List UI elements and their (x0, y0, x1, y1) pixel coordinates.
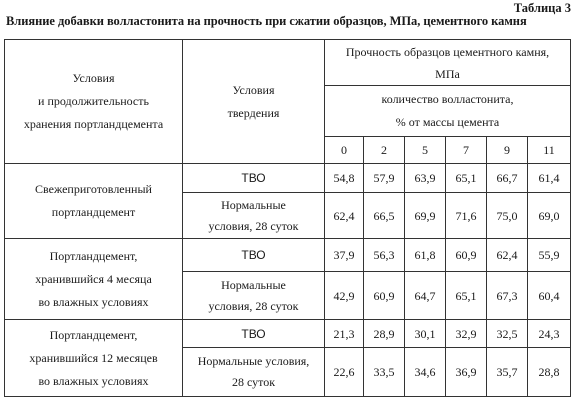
table-number: Таблица 3 (513, 1, 571, 15)
value-cell: 33,5 (364, 348, 405, 397)
header-wollastonite: количество волластонита, % от массы цемента (325, 86, 571, 137)
value-cell: 71,6 (446, 193, 487, 239)
value-cell: 65,1 (446, 164, 487, 193)
table-title: Влияние добавки волластонита на прочность при сжатии образцов, МПа, цементного камня (6, 14, 527, 28)
storage-cell: Портландцемент, хранившийся 4 месяца во влажных условиях (5, 239, 183, 320)
strength-table (4, 39, 571, 397)
header-curing: Условия твердения (183, 40, 325, 164)
value-cell: 32,9 (446, 320, 487, 348)
value-cell: 28,8 (528, 348, 571, 397)
curing-cell: ТВО (183, 320, 325, 348)
amount-header: 5 (405, 137, 446, 164)
table-row (5, 320, 571, 348)
value-cell: 75,0 (487, 193, 528, 239)
curing-cell: ТВО (183, 239, 325, 272)
value-cell: 56,3 (364, 239, 405, 272)
value-cell: 30,1 (405, 320, 446, 348)
value-cell: 34,6 (405, 348, 446, 397)
value-cell: 60,9 (446, 239, 487, 272)
value-cell: 28,9 (364, 320, 405, 348)
value-cell: 69,9 (405, 193, 446, 239)
value-cell: 32,5 (487, 320, 528, 348)
value-cell: 66,5 (364, 193, 405, 239)
value-cell: 62,4 (325, 193, 364, 239)
value-cell: 61,4 (528, 164, 571, 193)
value-cell: 57,9 (364, 164, 405, 193)
amount-header: 11 (528, 137, 571, 164)
value-cell: 42,9 (325, 272, 364, 320)
curing-cell: ТВО (183, 164, 325, 193)
value-cell: 66,7 (487, 164, 528, 193)
value-cell: 62,4 (487, 239, 528, 272)
value-cell: 24,3 (528, 320, 571, 348)
storage-cell: Портландцемент, хранившийся 12 месяцев во влажных условиях (5, 320, 183, 397)
value-cell: 60,4 (528, 272, 571, 320)
amount-header: 0 (325, 137, 364, 164)
curing-cell: Нормальные условия, 28 суток (183, 272, 325, 320)
value-cell: 60,9 (364, 272, 405, 320)
amount-header: 2 (364, 137, 405, 164)
value-cell: 54,8 (325, 164, 364, 193)
value-cell: 22,6 (325, 348, 364, 397)
value-cell: 21,3 (325, 320, 364, 348)
value-cell: 67,3 (487, 272, 528, 320)
value-cell: 37,9 (325, 239, 364, 272)
value-cell: 36,9 (446, 348, 487, 397)
value-cell: 69,0 (528, 193, 571, 239)
amount-header: 9 (487, 137, 528, 164)
storage-cell: Свежеприготовленный портландцемент (5, 164, 183, 239)
curing-cell: Нормальные условия, 28 суток (183, 193, 325, 239)
value-cell: 35,7 (487, 348, 528, 397)
value-cell: 55,9 (528, 239, 571, 272)
table-row (5, 239, 571, 272)
value-cell: 64,7 (405, 272, 446, 320)
value-cell: 63,9 (405, 164, 446, 193)
header-strength: Прочность образцов цементного камня, МПа (325, 40, 571, 86)
header-storage: Условия и продолжительность хранения портландцемента (5, 40, 183, 164)
amount-header: 7 (446, 137, 487, 164)
value-cell: 61,8 (405, 239, 446, 272)
value-cell: 65,1 (446, 272, 487, 320)
curing-cell: Нормальные условия, 28 суток (183, 348, 325, 397)
table-row (5, 164, 571, 193)
